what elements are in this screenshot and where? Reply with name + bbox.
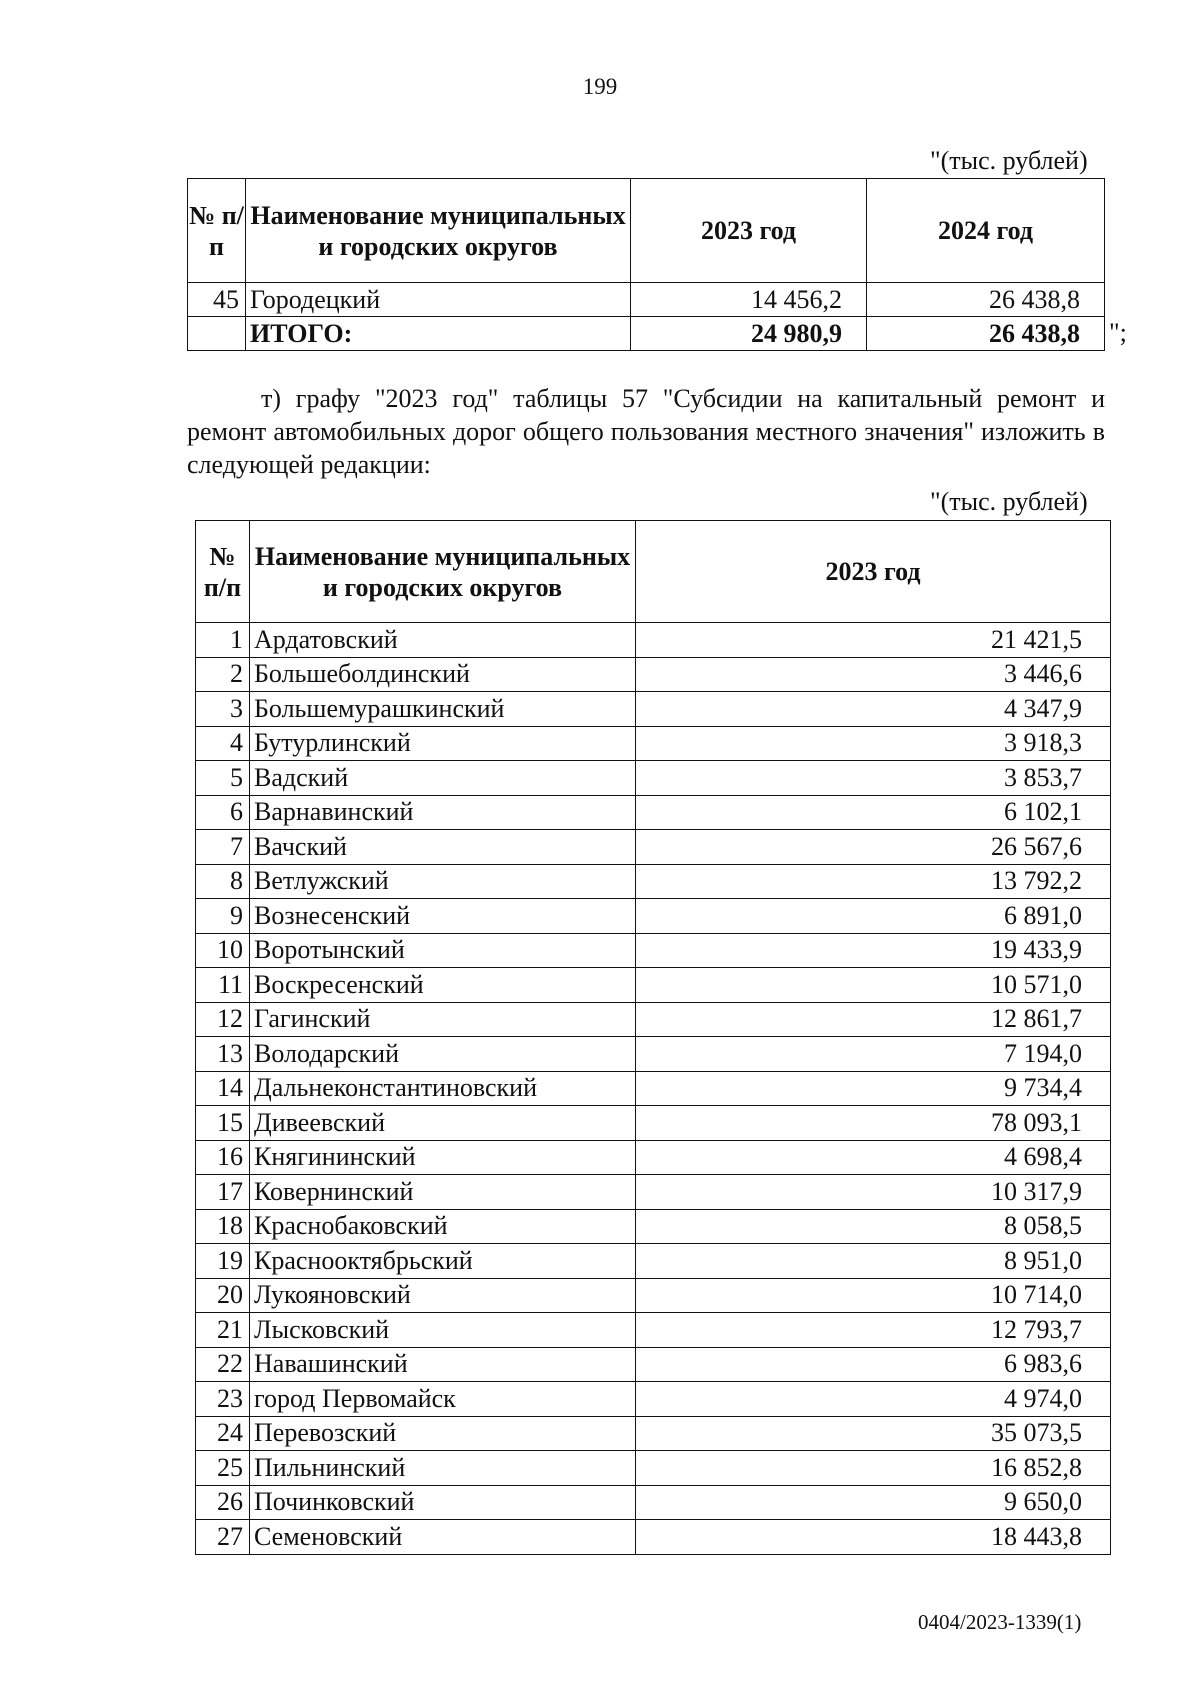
- units-label-table2: "(тыс. рублей): [930, 487, 1088, 516]
- table-row: [196, 1451, 1111, 1486]
- row-name: Краснобаковский: [250, 1209, 636, 1244]
- row-value-2023: 4 698,4: [636, 1140, 1111, 1175]
- row-value-2023: 26 567,6: [636, 830, 1111, 865]
- table-row: [196, 692, 1111, 727]
- row-number: 12: [196, 1002, 250, 1037]
- row-name: Ветлужский: [250, 864, 636, 899]
- total-value-2023: 24 980,9: [631, 317, 867, 351]
- row-value-2023: 12 793,7: [636, 1313, 1111, 1348]
- row-value-2023: 9 734,4: [636, 1071, 1111, 1106]
- table-row: [196, 1037, 1111, 1072]
- table-row: [196, 968, 1111, 1003]
- row-name: Краснооктябрьский: [250, 1244, 636, 1279]
- row-value-2024: 26 438,8: [867, 283, 1105, 317]
- row-number: 2: [196, 657, 250, 692]
- row-value-2023: 8 058,5: [636, 1209, 1111, 1244]
- header-name: Наименование муниципальных и городских округов: [246, 179, 631, 283]
- row-value-2023: 14 456,2: [631, 283, 867, 317]
- table-row: [196, 864, 1111, 899]
- row-name: Дальнеконстантиновский: [250, 1071, 636, 1106]
- row-number: 21: [196, 1313, 250, 1348]
- paragraph-text: т) графу "2023 год" таблицы 57 "Субсидии на капитальный ремонт и ремонт автомобильных дорог общего пользования местного значения" изложить в следующей редакции:: [187, 384, 1105, 479]
- row-name: Воротынский: [250, 933, 636, 968]
- row-number: 26: [196, 1485, 250, 1520]
- header-number: № п/п: [196, 521, 250, 623]
- header-2024: 2024 год: [867, 179, 1105, 283]
- row-value-2023: 21 421,5: [636, 623, 1111, 658]
- page-number: 199: [582, 74, 618, 99]
- table-row: [196, 1002, 1111, 1037]
- row-number: 10: [196, 933, 250, 968]
- row-value-2023: 4 974,0: [636, 1382, 1111, 1417]
- row-name: Варнавинский: [250, 795, 636, 830]
- table-row: [196, 1106, 1111, 1141]
- row-value-2023: 10 571,0: [636, 968, 1111, 1003]
- table-1: [187, 178, 1105, 351]
- row-number: 13: [196, 1037, 250, 1072]
- row-number: 23: [196, 1382, 250, 1417]
- total-label: ИТОГО:: [246, 317, 631, 351]
- row-value-2023: 78 093,1: [636, 1106, 1111, 1141]
- instruction-paragraph: [187, 382, 1105, 481]
- row-number: 22: [196, 1347, 250, 1382]
- row-number: 4: [196, 726, 250, 761]
- row-number: 8: [196, 864, 250, 899]
- row-value-2023: 6 891,0: [636, 899, 1111, 934]
- table-row: [196, 1209, 1111, 1244]
- row-value-2023: 3 446,6: [636, 657, 1111, 692]
- row-name: Гагинский: [250, 1002, 636, 1037]
- row-name: Дивеевский: [250, 1106, 636, 1141]
- table-row: [196, 933, 1111, 968]
- row-value-2023: 19 433,9: [636, 933, 1111, 968]
- row-value-2023: 8 951,0: [636, 1244, 1111, 1279]
- table-row: [196, 1382, 1111, 1417]
- row-value-2023: 35 073,5: [636, 1416, 1111, 1451]
- row-name: Лысковский: [250, 1313, 636, 1348]
- total-row: [188, 317, 1105, 351]
- row-value-2023: 18 443,8: [636, 1520, 1111, 1555]
- table-row: [196, 899, 1111, 934]
- row-name: Вадский: [250, 761, 636, 796]
- row-value-2023: 3 853,7: [636, 761, 1111, 796]
- row-name: Пильнинский: [250, 1451, 636, 1486]
- row-name: Перевозский: [250, 1416, 636, 1451]
- row-name: Городецкий: [246, 283, 631, 317]
- table-row: [196, 1244, 1111, 1279]
- row-number: 17: [196, 1175, 250, 1210]
- table-row: [188, 283, 1105, 317]
- row-value-2023: 9 650,0: [636, 1485, 1111, 1520]
- header-2023: 2023 год: [631, 179, 867, 283]
- row-name: Семеновский: [250, 1520, 636, 1555]
- table-row: [196, 1313, 1111, 1348]
- row-value-2023: 10 714,0: [636, 1278, 1111, 1313]
- row-number: 6: [196, 795, 250, 830]
- header-name: Наименование муниципальных и городских округов: [250, 521, 636, 623]
- row-number: 45: [188, 283, 246, 317]
- row-name: Бутурлинский: [250, 726, 636, 761]
- row-value-2023: 13 792,2: [636, 864, 1111, 899]
- table-row: [196, 657, 1111, 692]
- row-name: Навашинский: [250, 1347, 636, 1382]
- table-row: [196, 1140, 1111, 1175]
- row-number: 7: [196, 830, 250, 865]
- row-name: Большеболдинский: [250, 657, 636, 692]
- table-row: [196, 1071, 1111, 1106]
- row-number: 18: [196, 1209, 250, 1244]
- row-name: Большемурашкинский: [250, 692, 636, 727]
- table-row: [196, 1278, 1111, 1313]
- table-row: [196, 623, 1111, 658]
- table-row: [196, 795, 1111, 830]
- row-name: Вознесенский: [250, 899, 636, 934]
- row-name: город Первомайск: [250, 1382, 636, 1417]
- row-number: 19: [196, 1244, 250, 1279]
- row-name: Ардатовский: [250, 623, 636, 658]
- row-number: 5: [196, 761, 250, 796]
- row-value-2023: 16 852,8: [636, 1451, 1111, 1486]
- row-value-2023: 4 347,9: [636, 692, 1111, 727]
- row-name: Ковернинский: [250, 1175, 636, 1210]
- table-row: [196, 726, 1111, 761]
- table-row: [196, 1485, 1111, 1520]
- row-value-2023: 3 918,3: [636, 726, 1111, 761]
- row-number: 24: [196, 1416, 250, 1451]
- row-name: Володарский: [250, 1037, 636, 1072]
- row-value-2023: 10 317,9: [636, 1175, 1111, 1210]
- row-name: Лукояновский: [250, 1278, 636, 1313]
- row-number: 16: [196, 1140, 250, 1175]
- row-value-2023: 12 861,7: [636, 1002, 1111, 1037]
- row-name: Вачский: [250, 830, 636, 865]
- closing-mark: ";: [1109, 318, 1127, 347]
- table-row: [196, 1347, 1111, 1382]
- table-row: [196, 1520, 1111, 1555]
- document-code: 0404/2023-1339(1): [918, 1610, 1082, 1634]
- table-row: [196, 1175, 1111, 1210]
- table-row: [196, 1416, 1111, 1451]
- row-name: Починковский: [250, 1485, 636, 1520]
- row-name: Воскресенский: [250, 968, 636, 1003]
- table-row: [196, 830, 1111, 865]
- row-value-2023: 6 102,1: [636, 795, 1111, 830]
- row-number: 14: [196, 1071, 250, 1106]
- units-label-table1: "(тыс. рублей): [930, 146, 1088, 175]
- header-2023: 2023 год: [636, 521, 1111, 623]
- row-number: 9: [196, 899, 250, 934]
- total-value-2024: 26 438,8: [867, 317, 1105, 351]
- header-number: № п/п: [188, 179, 246, 283]
- row-value-2023: 7 194,0: [636, 1037, 1111, 1072]
- row-number: 1: [196, 623, 250, 658]
- row-value-2023: 6 983,6: [636, 1347, 1111, 1382]
- row-number: 3: [196, 692, 250, 727]
- table-2: [195, 520, 1111, 1555]
- row-number: 27: [196, 1520, 250, 1555]
- row-number: 15: [196, 1106, 250, 1141]
- table-row: [196, 761, 1111, 796]
- row-name: Княгининский: [250, 1140, 636, 1175]
- row-number: 11: [196, 968, 250, 1003]
- row-number: 20: [196, 1278, 250, 1313]
- row-number: 25: [196, 1451, 250, 1486]
